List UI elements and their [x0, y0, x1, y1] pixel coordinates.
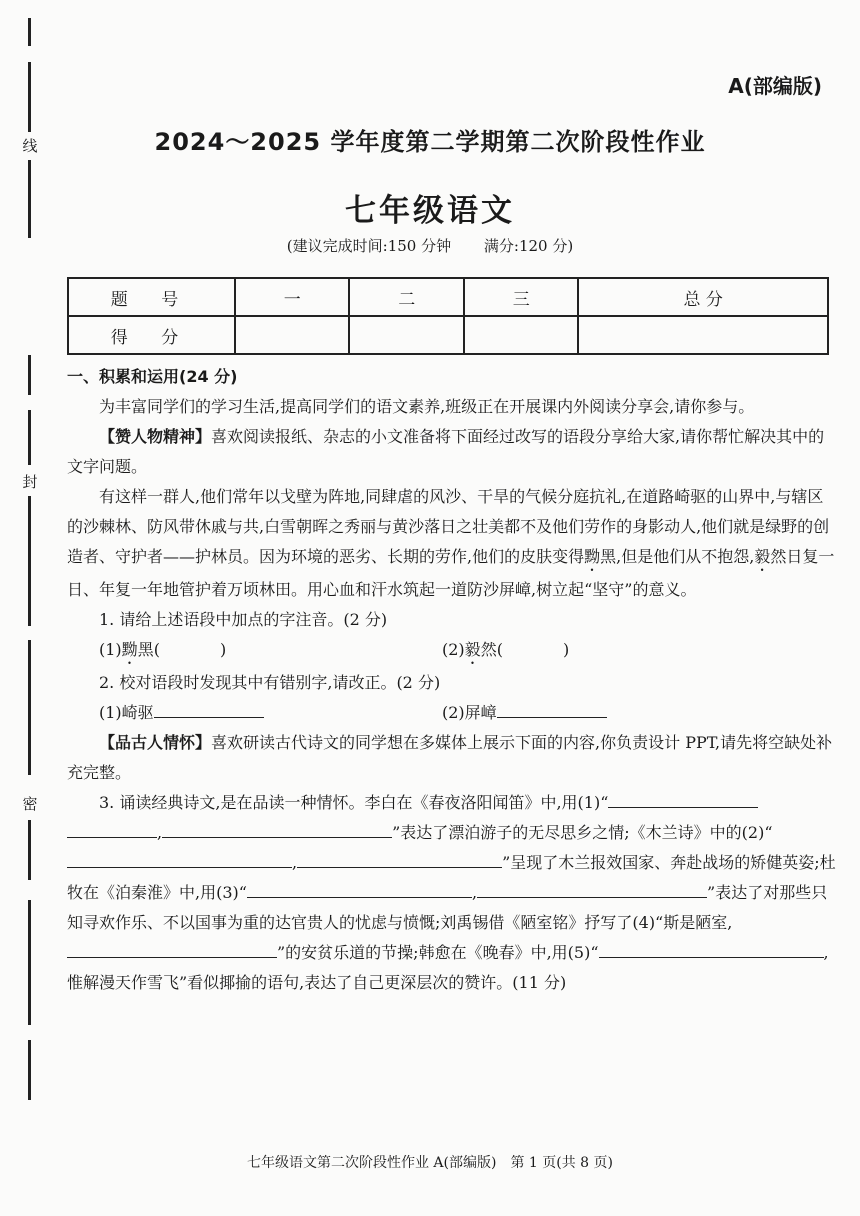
answer-item	[67, 698, 442, 728]
section-heading: 一、积累和运用(24 分)	[67, 367, 238, 386]
poem-blank[interactable]	[677, 879, 707, 898]
answer-item	[442, 698, 785, 728]
score-table-score-row	[68, 316, 828, 354]
question-text: ”表达了漂泊游子的无尽思乡之情;《木兰诗》中的(2)“	[392, 823, 773, 842]
reading-passage	[67, 482, 837, 605]
question-1: 1. 请给上述语段中加点的字注音。(2 分)	[99, 610, 388, 629]
score-input-cell[interactable]	[578, 316, 828, 354]
page-footer: 七年级语文第二次阶段性作业 A(部编版) 第 1 页(共 8 页)	[246, 1155, 614, 1171]
poem-blank[interactable]	[477, 879, 677, 898]
question-text: ,	[157, 823, 163, 842]
poem-blank[interactable]	[67, 819, 157, 838]
edition-label: A(部编版)	[728, 74, 822, 98]
dotted-char: 黝	[121, 640, 138, 659]
poem-blank[interactable]	[297, 849, 502, 868]
task-text: 喜欢阅读报纸、杂志的小文准备将下面经过改写的语段分享给大家,请你帮忙解决其中的文字问题。	[67, 427, 825, 476]
score-table-cell: 得 分	[68, 316, 235, 354]
exam-info	[0, 235, 860, 256]
question-text: ,	[292, 853, 298, 872]
task-tag: 【品古人情怀】	[99, 733, 212, 752]
binding-char-feng: 封	[22, 473, 38, 491]
task-tag: 【赞人物精神】	[99, 427, 212, 446]
dotted-char: 黝	[584, 547, 601, 566]
question-text: 3. 诵读经典诗文,是在品读一种情怀。李白在《春夜洛阳闻笛》中,用(1)“	[99, 793, 609, 812]
question-1-answers	[67, 635, 837, 668]
question-text: ,惟解漫天作雪飞”看似揶揄的语句,表达了自己更深层次的赞许。(11 分)	[67, 943, 829, 992]
answer-label: (1)	[99, 640, 122, 659]
binding-char-mi: 密	[22, 795, 38, 813]
question-text: ”呈现了木兰报效国家、奔赴战场的矫健英姿;杜牧在《泊秦淮》中,用(3)“	[67, 853, 836, 902]
answer-label: (1)崎驱	[99, 703, 154, 722]
time-info: (建议完成时间:150 分钟	[286, 237, 452, 255]
task-text: 喜欢研读古代诗文的同学想在多媒体上展示下面的内容,你负责设计 PPT,请先将空缺处补充完整。	[67, 733, 833, 782]
answer-label: (2)	[442, 640, 465, 659]
close-paren: )	[562, 640, 570, 659]
score-table-cell: 总 分	[578, 278, 828, 316]
answer-item	[442, 635, 785, 668]
dotted-char: 毅	[464, 640, 481, 659]
score-input-cell[interactable]	[349, 316, 463, 354]
poem-blank[interactable]	[67, 849, 292, 868]
binding-line	[28, 900, 31, 1025]
section-1	[67, 362, 837, 998]
dotted-char: 毅	[754, 547, 771, 566]
question-text: ”表达了对那些只知寻欢作乐、不以国事为重的达官贵人的忧虑与愤慨;刘禹锡借《陋室铭》抒写了(4)“斯是陋室,	[67, 883, 828, 932]
score-info: 满分:120 分)	[483, 237, 574, 255]
score-table-cell: 二	[349, 278, 463, 316]
answer-label: 黑(	[137, 640, 160, 659]
binding-char-xian: 线	[22, 137, 38, 155]
poem-blank[interactable]	[67, 939, 277, 958]
score-table-header-row	[68, 278, 828, 316]
poem-blank[interactable]	[608, 789, 758, 808]
close-paren: )	[219, 640, 227, 659]
binding-line	[28, 1040, 31, 1100]
binding-line	[28, 820, 31, 880]
task-paragraph	[67, 422, 837, 482]
correction-blank[interactable]	[497, 699, 607, 718]
binding-margin	[0, 0, 40, 1216]
question-text: ,	[471, 883, 478, 902]
score-input-cell[interactable]	[235, 316, 349, 354]
question-2-answers	[67, 698, 837, 728]
correction-blank[interactable]	[154, 699, 264, 718]
binding-line	[28, 355, 31, 395]
poem-blank[interactable]	[599, 939, 824, 958]
score-table-cell: 三	[464, 278, 578, 316]
score-table	[67, 277, 829, 355]
binding-line	[28, 640, 31, 775]
task-paragraph	[67, 728, 837, 788]
answer-item	[67, 635, 442, 668]
question-3	[67, 788, 837, 998]
score-input-cell[interactable]	[464, 316, 578, 354]
poem-blank[interactable]	[247, 879, 472, 898]
binding-line	[28, 410, 31, 465]
poem-blank[interactable]	[162, 819, 392, 838]
question-2: 2. 校对语段时发现其中有错别字,请改正。(2 分)	[99, 673, 441, 692]
answer-label: (2)屏嶂	[442, 703, 497, 722]
section-intro: 为丰富同学们的学习生活,提高同学们的语文素养,班级正在开展课内外阅读分享会,请你参与。	[99, 397, 755, 416]
answer-label: 然(	[480, 640, 503, 659]
binding-line	[28, 18, 31, 46]
binding-line	[28, 496, 31, 626]
passage-text: 黑,但是他们从不抱怨,	[600, 547, 755, 566]
score-table-cell: 题 号	[68, 278, 235, 316]
question-text: ”的安贫乐道的节操;韩愈在《晚春》中,用(5)“	[277, 943, 599, 962]
passage-text: 有这样一群人,他们常年以戈壁为阵地,同肆虐的风沙、干旱的气候分庭抗礼,在道路崎驱的山界中,与辖区的沙棘林、防风带休戚与共,白雪朝晖之秀丽与黄沙落日之壮美都不及他们劳作的身影动人,他们就是绿野的创造者、守护者——护林员。因为环境的恶劣、长期的劳作,他们的皮肤变得	[67, 487, 830, 566]
subject-title: 七年级语文	[345, 193, 515, 229]
passage-text: 然日复一日、年复一年地管护着万顷林田。用心血和汗水筑起一道防沙屏嶂,树立起“坚守”的意义。	[67, 547, 835, 599]
exam-title: 2024～2025 学年度第二学期第二次阶段性作业	[154, 128, 706, 156]
score-table-cell: 一	[235, 278, 349, 316]
